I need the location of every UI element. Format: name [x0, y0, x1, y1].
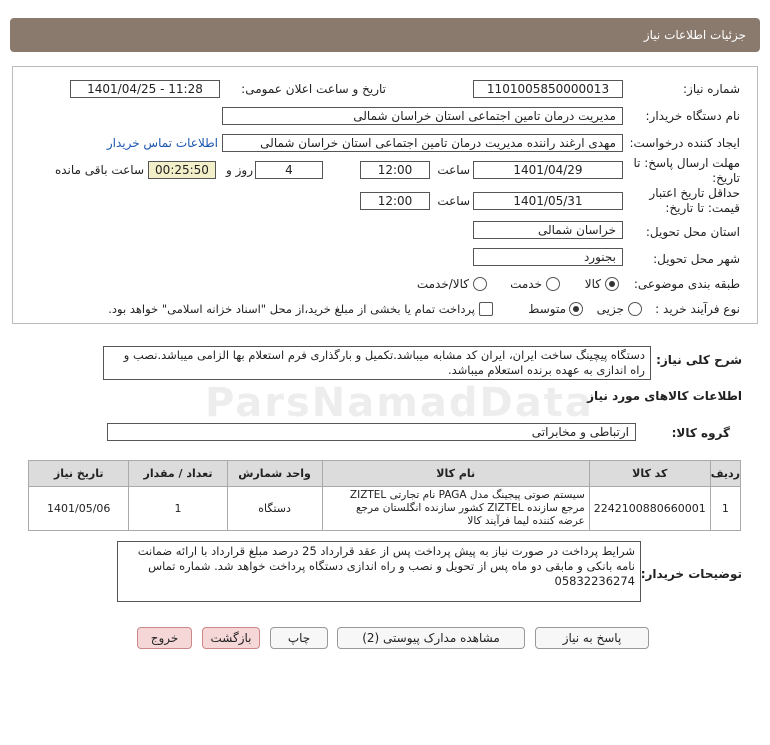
reply-button[interactable]: پاسخ به نیاز: [535, 627, 649, 649]
items-table: [28, 460, 741, 531]
validity-date-field: 1401/05/31: [473, 192, 623, 210]
validity-time-label: ساعت: [437, 194, 470, 208]
table-header-row: [29, 461, 741, 487]
deadline-date-field: 1401/04/29: [473, 161, 623, 179]
description-label: شرح کلی نیاز:: [656, 353, 742, 367]
watermark-text: ParsNamadData: [205, 380, 594, 426]
creator-field: مهدی ارغند راننده مدیریت درمان تامین اجتماعی استان خراسان شمالی: [222, 134, 623, 152]
cell-qty: 1: [129, 487, 227, 531]
page-title: جزئیات اطلاعات نیاز: [10, 18, 760, 52]
back-button[interactable]: بازگشت: [202, 627, 260, 649]
process-medium-radio[interactable]: [569, 302, 583, 316]
days-label: روز و: [226, 163, 253, 177]
buyer-contact-link[interactable]: اطلاعات تماس خریدار: [106, 136, 218, 150]
need-number-label: شماره نیاز:: [683, 82, 740, 96]
validity-label: حداقل تاریخ اعتبار: [649, 186, 740, 200]
cell-name: سیستم صوتی پیجینگ مدل PAGA نام تجارتی ZIZTEL مرجع سازنده ZIZTEL کشور سازنده انگلستان مرجع عرضه کننده لیما فرآیند کالا: [322, 487, 589, 531]
treasury-checkbox[interactable]: [479, 302, 493, 316]
col-date-header: تاریخ نیاز: [29, 461, 129, 487]
deadline-time-label: ساعت: [437, 163, 470, 177]
category-service-radio[interactable]: [546, 277, 560, 291]
city-field: بجنورد: [473, 248, 623, 266]
remaining-label: ساعت باقی مانده: [54, 163, 144, 177]
goods-info-title: اطلاعات کالاهای مورد نیاز: [587, 389, 742, 403]
deadline-label-2: تاریخ:: [712, 171, 740, 185]
buyer-label: نام دستگاه خریدار:: [645, 109, 740, 123]
deadline-label: مهلت ارسال پاسخ: تا: [633, 156, 740, 170]
category-label: طبقه بندی موضوعی:: [633, 277, 740, 291]
remaining-time-field: 00:25:50: [148, 161, 216, 179]
category-goods-service-radio[interactable]: [473, 277, 487, 291]
cell-unit: دستگاه: [227, 487, 322, 531]
announce-field: 1401/04/25 - 11:28: [70, 80, 220, 98]
print-button[interactable]: چاپ: [270, 627, 328, 649]
deadline-time-field: 12:00: [360, 161, 430, 179]
exit-button[interactable]: خروج: [137, 627, 192, 649]
category-goods-radio[interactable]: [605, 277, 619, 291]
process-label: نوع فرآیند خرید :: [655, 302, 740, 316]
col-name-header: نام کالا: [322, 461, 589, 487]
creator-label: ایجاد کننده درخواست:: [629, 136, 740, 150]
process-minor-label: جزیی: [596, 302, 624, 316]
city-label: شهر محل تحویل:: [653, 252, 740, 266]
process-minor-radio[interactable]: [628, 302, 642, 316]
announce-label: تاریخ و ساعت اعلان عمومی:: [241, 82, 386, 96]
col-qty-header: تعداد / مقدار: [129, 461, 227, 487]
province-label: استان محل تحویل:: [645, 225, 740, 239]
goods-group-label: گروه کالا:: [671, 426, 730, 440]
col-row-header: ردیف: [710, 461, 740, 487]
validity-label-2: قیمت: تا تاریخ:: [665, 201, 740, 215]
goods-group-field: ارتباطی و مخابراتی: [107, 423, 636, 441]
col-unit-header: واحد شمارش: [227, 461, 322, 487]
description-text: دستگاه پیچینگ ساخت ایران، ایران کد مشابه میباشد.تکمیل و بارگذاری فرم استعلام بها الزامی میباشد.نصب و راه اندازی به عهده برنده استعلام میباشد.: [103, 346, 651, 380]
validity-time-field: 12:00: [360, 192, 430, 210]
process-medium-label: متوسط: [528, 302, 566, 316]
buyer-notes-text: شرایط پرداخت در صورت نیاز به پیش پرداخت پس از عقد قرارداد 25 درصد مبلغ قرارداد با ارائه ضمانت نامه بانکی و مابقی دو ماه پس از تحویل و نصب و راه اندازی دستگاه پرداخت خواهد شد. شماره تماس 05832236274: [117, 541, 641, 602]
category-goods-service-label: کالا/خدمت: [416, 277, 469, 291]
attachments-button[interactable]: مشاهده مدارک پیوستی (2): [337, 627, 525, 649]
cell-code: 2242100880660001: [589, 487, 710, 531]
table-row: [29, 487, 741, 531]
cell-date: 1401/05/06: [29, 487, 129, 531]
cell-row: 1: [710, 487, 740, 531]
category-goods-label: کالا: [584, 277, 601, 291]
province-field: خراسان شمالی: [473, 221, 623, 239]
buyer-notes-label: توضیحات خریدار:: [640, 567, 742, 581]
days-field: 4: [255, 161, 323, 179]
category-service-label: خدمت: [510, 277, 542, 291]
col-code-header: کد کالا: [589, 461, 710, 487]
buyer-field: مدیریت درمان تامین اجتماعی استان خراسان شمالی: [222, 107, 623, 125]
need-number-field: 1101005850000013: [473, 80, 623, 98]
treasury-note: پرداخت تمام یا بخشی از مبلغ خرید،از محل "اسناد خزانه اسلامی" خواهد بود.: [108, 302, 475, 316]
